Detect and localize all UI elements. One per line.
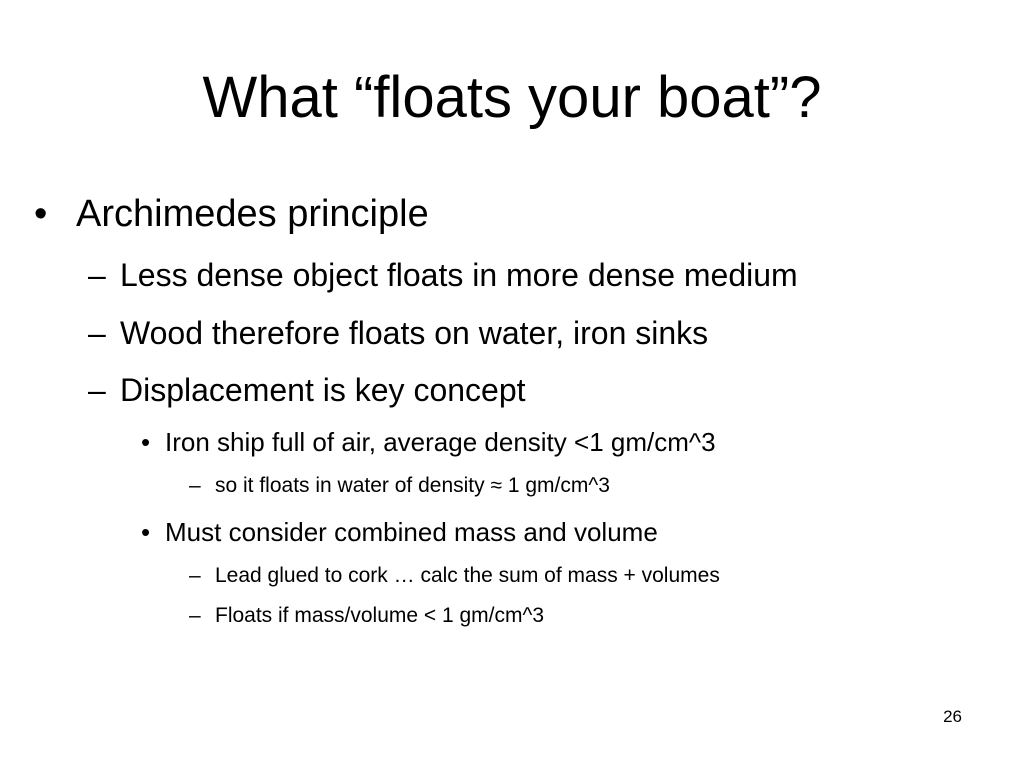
dash-marker: – — [189, 474, 201, 497]
bullet-marker: • — [141, 517, 151, 547]
bullet-wood-floats — [88, 313, 709, 353]
bullet-text: Iron ship full of air, average density <1 gm/cm^3 — [165, 427, 716, 457]
bullet-archimedes-principle — [34, 190, 429, 238]
slide-number: 26 — [943, 707, 962, 726]
bullet-text: Floats if mass/volume < 1 gm/cm^3 — [215, 604, 545, 627]
dash-marker: – — [189, 564, 201, 587]
bullet-text: Wood therefore floats on water, iron sinks — [120, 315, 709, 351]
bullet-floats-if-mass-volume — [189, 602, 545, 630]
bullet-less-dense-object — [88, 255, 798, 295]
bullet-text: so it floats in water of density ≈ 1 gm/cm^3 — [215, 474, 610, 497]
slide-title: What “floats your boat”? — [202, 65, 822, 130]
bullet-floats-in-water — [189, 472, 610, 500]
bullet-text: Archimedes principle — [76, 193, 429, 235]
bullet-text: Lead glued to cork … calc the sum of mass + volumes — [215, 564, 720, 587]
bullet-iron-ship — [141, 425, 716, 459]
bullet-marker: • — [141, 427, 151, 457]
dash-marker: – — [88, 372, 106, 408]
bullet-text: Less dense object floats in more dense medium — [120, 257, 798, 293]
bullet-lead-glued-to-cork — [189, 562, 720, 590]
bullet-text: Must consider combined mass and volume — [165, 517, 658, 547]
dash-marker: – — [88, 315, 106, 351]
dash-marker: – — [189, 604, 201, 627]
bullet-displacement — [88, 370, 526, 410]
bullet-combined-mass-volume — [141, 515, 658, 549]
bullet-marker: • — [34, 193, 48, 235]
bullet-text: Displacement is key concept — [120, 372, 526, 408]
dash-marker: – — [88, 257, 106, 293]
